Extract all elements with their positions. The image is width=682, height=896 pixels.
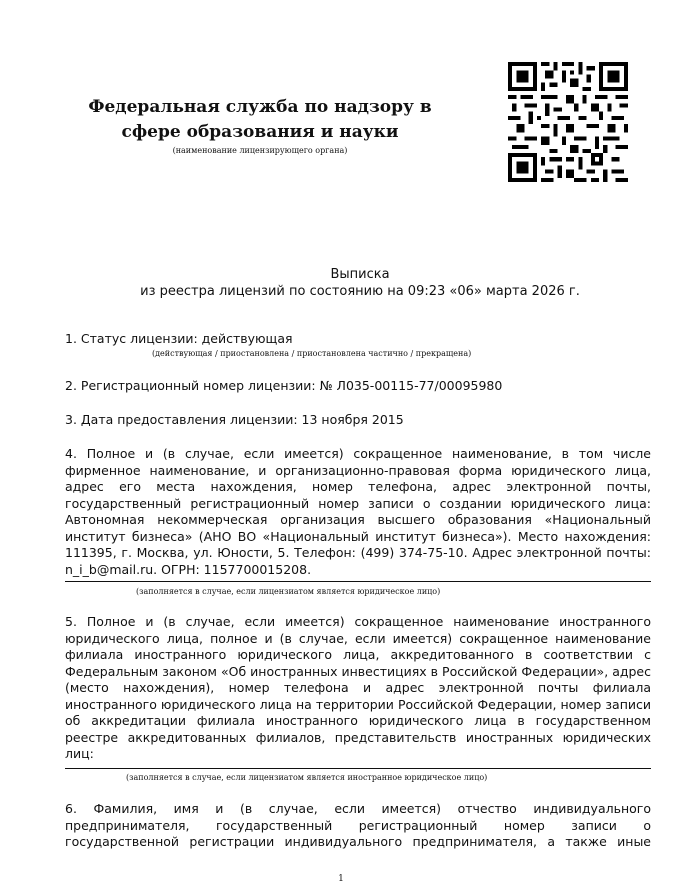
qr-code-icon [508,62,628,182]
document-title: Выписка [330,267,390,282]
item-5-line: (место нахождения), номер телефона и адрес электронной почты филиала [65,680,651,695]
license-issue-date: 3. Дата предоставления лицензии: 13 ноября 2015 [65,412,404,427]
item-4-line: 111395, г. Москва, ул. Юности, 5. Телефон: (499) 374-75-10. Адрес электронной почты: [65,545,651,560]
item-6-line: государственной регистрации индивидуального предпринимателя, а также иные [65,834,651,849]
item-6-line: 6. Фамилия, имя и (в случае, если имеется) отчество индивидуального [65,801,651,816]
authority-line-1: Федеральная служба по надзору в [88,97,432,117]
item-5-caption: (заполняется в случае, если лицензиатом является иностранное юридическое лицо) [126,773,488,782]
page-number: 1 [338,874,344,884]
item-5-foreign-entity [65,614,651,763]
license-reg-number: 2. Регистрационный номер лицензии: № Л035-00115-77/00095980 [65,378,503,393]
authority-line-2: сфере образования и науки [121,122,399,142]
item-5-line: юридического лица, полное и (в случае, если имеется) сокращенное наименование [65,630,651,646]
item-6-individual-entrepreneur [65,801,651,851]
item-4-line: Автономная некоммерческая организация высшего образования «Национальный [65,512,651,527]
license-status: 1. Статус лицензии: действующая [65,331,293,346]
item-4-underline [65,581,651,582]
item-4-legal-entity [65,446,651,578]
item-4-line: государственный регистрационный номер записи о создании юридического лица: [65,495,651,511]
document-subtitle: из реестра лицензий по состоянию на 09:23 «06» марта 2026 г. [140,284,580,299]
item-4-line: n_i_b@mail.ru. ОГРН: 1157700015208. [65,561,312,577]
item-6-line: предпринимателя, государственный регистрационный номер записи о [65,817,651,833]
item-5-line: реестре аккредитованных филиалов, представительств иностранных юридических лиц: [65,729,651,761]
item-4-line: фирменное наименование, и организационно-правовая форма юридического лица, [65,462,651,478]
license-status-caption: (действующая / приостановлена / приостановлена частично / прекращена) [152,349,472,358]
item-4-line: адрес его места нахождения, номер телефона, адрес электронной почты, [65,479,651,494]
item-5-line: об аккредитации филиала иностранного юридического лица в государственном [65,713,651,728]
item-4-line: институт бизнеса» (АНО ВО «Национальный институт бизнеса»). Место нахождения: [65,528,651,544]
item-5-line: филиала иностранного юридического лица, аккредитованного в соответствии с [65,647,651,662]
item-5-line: Федеральным законом «Об иностранных инвестициях в Российской Федерации», адрес [65,663,651,679]
authority-caption: (наименование лицензирующего органа) [172,146,348,155]
item-4-caption: (заполняется в случае, если лицензиатом является юридическое лицо) [136,587,441,596]
licensing-authority-title [70,95,450,145]
item-5-line: иностранного юридического лица на территории Российской Федерации, номер записи [65,696,651,712]
item-5-underline [65,768,651,769]
item-4-line: 4. Полное и (в случае, если имеется) сокращенное наименование, в том числе [65,446,651,461]
item-5-line: 5. Полное и (в случае, если имеется) сокращенное наименование иностранного [65,614,651,629]
